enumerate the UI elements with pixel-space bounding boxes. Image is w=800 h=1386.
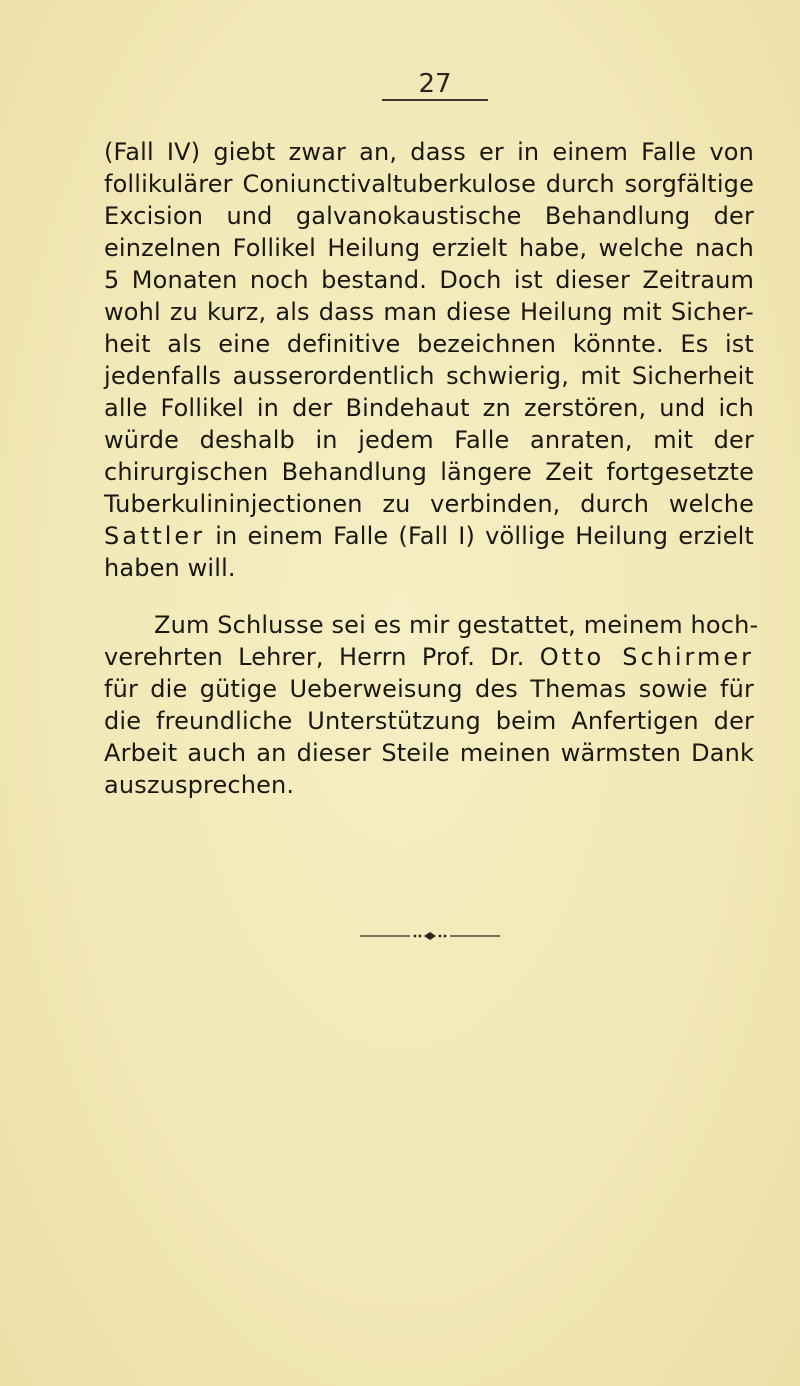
text-line: Zum Schlusse sei es mir gestattet, meinem hoch- — [154, 611, 759, 639]
text-line: würde deshalb in jedem Falle anraten, mit der — [104, 426, 754, 454]
paragraph-2 — [104, 609, 759, 801]
text-fragment: in einem Falle (Fall I) völlige Heilung erzielt — [215, 522, 754, 550]
author-name-spaced: Otto Schirmer — [539, 643, 754, 671]
page-number-rule — [382, 99, 488, 101]
text-line: jedenfalls ausserordentlich schwierig, mit Sicherheit — [104, 362, 754, 390]
text-line — [104, 641, 754, 673]
author-name-spaced: Sattler — [104, 522, 206, 550]
text-line: für die gütige Ueberweisung des Themas sowie für — [104, 675, 754, 703]
page-number: 27 — [418, 69, 452, 99]
text-line: alle Follikel in der Bindehaut zn zerstören, und ich — [104, 394, 754, 422]
text-line: Excision und galvanokaustische Behandlung der — [104, 202, 754, 230]
text-line: follikulärer Coniunctivaltuberkulose durch sorgfältige — [104, 170, 754, 198]
text-line: heit als eine definitive bezeichnen könnte. Es ist — [104, 330, 754, 358]
paragraph-1 — [104, 136, 754, 584]
text-line: haben will. — [104, 554, 236, 582]
text-line: die freundliche Unterstützung beim Anfertigen der — [104, 707, 754, 735]
text-line: einzelnen Follikel Heilung erzielt habe, welche nach — [104, 234, 754, 262]
text-line: Arbeit auch an dieser Steile meinen wärmsten Dank — [104, 739, 754, 767]
ornamental-rule-icon — [360, 926, 500, 946]
text-line: wohl zu kurz, als dass man diese Heilung mit Sicher- — [104, 298, 754, 326]
text-line — [104, 520, 754, 552]
text-fragment: verehrten Lehrer, Herrn Prof. Dr. — [104, 643, 525, 671]
text-line: Tuberkulininjectionen zu verbinden, durch welche — [104, 490, 754, 518]
text-line: chirurgischen Behandlung längere Zeit fortgesetzte — [104, 458, 754, 486]
text-line: (Fall IV) giebt zwar an, dass er in einem Falle von — [104, 138, 754, 166]
text-line: 5 Monaten noch bestand. Doch ist dieser Zeitraum — [104, 266, 754, 294]
text-line: auszusprechen. — [104, 771, 295, 799]
